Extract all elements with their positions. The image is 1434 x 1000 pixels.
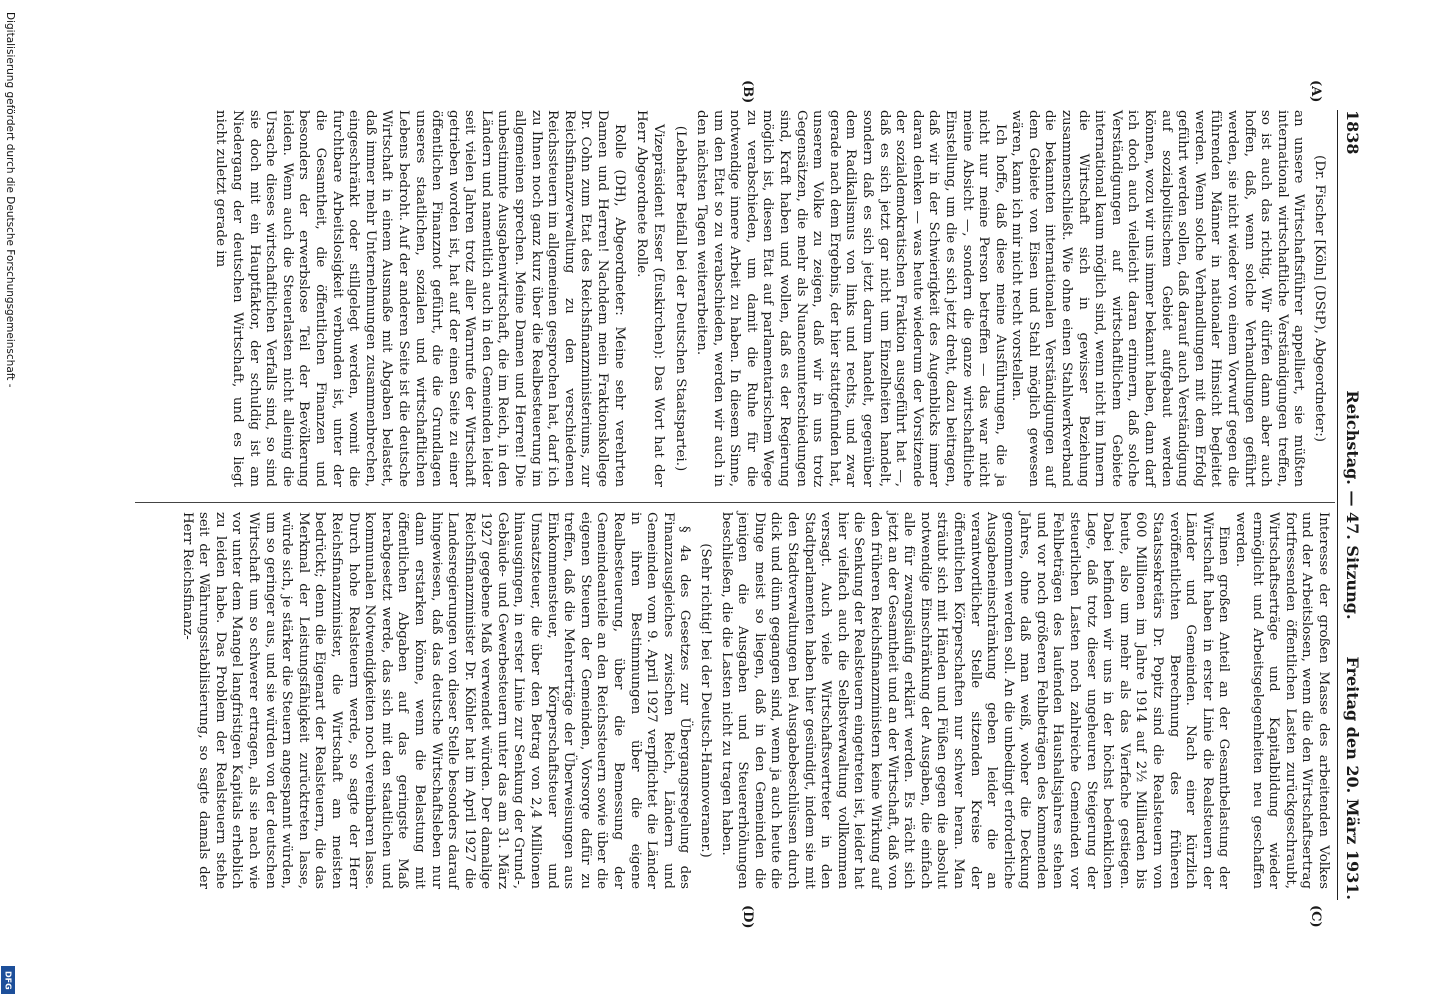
- paragraph: § 4a des Gesetzes zur Übergangsregelung des Finanzausgleiches zwischen Reich, Ländern und Gemeinden vom 9. April 1927 verpflichtet die Länder in ihren Bestimmungen über die eigene Realbesteuerung, über die Bemessung der Gemeindeanteile an den Reichssteuern sowie über die eigenen Steuern der Gemeinden, Vorsorge dafür zu treffen, daß die Mehrerträge der Überweisungen aus Einkommensteuer, Körperschaftsteuer und Umsatzsteuer, die über den Betrag von 2,4 Millionen hinausgingen, in erster Linie zur Senkung der Grund-, Gebäude- und Gewerbesteuern unter das am 31. März 1927 gegebene Maß verwendet würden. Der damalige Reichsfinanzminister Dr. Köhler hat im April 1927 die Landesregierungen von dieser Stelle besonders darauf hingewiesen, daß das deutsche Wirtschaftsleben nur dann erstarken könne, wenn die Belastung mit öffentlichen Abgaben auf das geringste Maß herabgesetzt werde, das sich mit den staatlichen und kommunalen Notwendigkeiten noch vereinbaren lasse. Durch hohe Realsteuern werde, so sagte der Herr Reichsfinanzminister, die Wirtschaft am meisten bedrückt; denn die Eigenart der Realsteuern, die das Merkmal der Leistungsfähigkeit zurücktreten lasse, würde sich, je stärker die Steuern angespannt würden, um so geringer aus, und sie würden von der deutschen Wirtschaft um so schwerer ertragen, als sie nach wie vor unter dem Mangel langfristigen Kapitals erheblich zu leiden habe. Das Problem der Realsteuern stehe seit der Währungsstabilisierung, so sagte damals der Herr Reichsfinanz-: [179, 512, 693, 889]
- paragraph: an unsere Wirtschaftsführer appelliert, sie müßten international wirtschaftliche Verständigungen treffen, so ist auch das richtig. Wir dürfen dann aber auch hoffen, daß, wenn solche Verhandlungen geführt werden, sie nicht wieder von einem Vorwurf gegen die führenden Männer in nationaler Hinsicht begleitet werden. Wenn solche Verhandlungen mit dem Erfolg geführt werden sollen, daß darauf auch Verständigung auf sozialpolitischem Gebiet aufgebaut werden können, wozu wir uns immer bekannt haben, dann darf ich doch auch vielleicht daran erinnern, daß solche Verständigungen auf wirtschaftlichem Gebiete international kaum möglich sind, wenn nicht im Innern die Wirtschaft sich in gewisser Beziehung zusammenschließt. Wie ohne einen Stahlwerkverband die bekannten internationalen Verständigungen auf dem Gebiete von Eisen und Stahl möglich gewesen wären, kann ich mir nicht recht vorstellen.: [1009, 110, 1307, 487]
- applause-note: (Lebhafter Beifall bei der Deutschen Staatspartei.): [673, 125, 689, 472]
- header-rule: [1337, 110, 1338, 900]
- right-column: [178, 512, 1331, 889]
- dfg-logo: DFG: [1, 966, 15, 994]
- margin-mark-b: (B): [740, 80, 755, 104]
- president-statement: Vizepräsident Esser (Euskirchen): Das Wort hat der Herr Abgeordnete Rolle.: [634, 110, 666, 487]
- column-divider: [135, 502, 1335, 503]
- document-page: [95, 80, 1365, 929]
- page-header: [1339, 110, 1365, 900]
- page-number: 1838: [1343, 110, 1363, 155]
- speaker-intro: (Dr. Fischer [Köln] (DStP), Abgeordneter:): [1312, 155, 1327, 442]
- left-column: [212, 110, 1331, 487]
- margin-mark-d: (D): [740, 905, 755, 929]
- funding-note: Digitalisierung gefördert durch die Deutsche Forschungsgemeinschaft -: [4, 12, 16, 388]
- session-title: Reichstag. — 47. Sitzung.: [1343, 390, 1363, 620]
- paragraph: Interesse der großen Masse des arbeitenden Volkes und der Arbeitslosen, wenn die den Wirtschaftsertrag fortfressenden öffentlichen Lasten zurückgeschraubt, Wirtschaftserträge und Kapitalbildung wieder ermöglicht und Arbeitsgelegenheiten neu geschaffen werden.: [1233, 512, 1331, 889]
- applause-note: (Sehr richtig! bei der Deutsch-Hannoveraner.): [698, 543, 714, 858]
- rotated-page-wrapper: [95, 80, 1365, 929]
- margin-mark-c: (C): [1308, 905, 1323, 928]
- margin-mark-a: (A): [1308, 80, 1323, 103]
- paragraph: Einen großen Anteil an der Gesamtbelastung der Wirtschaft haben in erster Linie die Realsteuern der Länder und Gemeinden. Nach einer kürzlich veröffentlichten Berechnung des früheren Staatssekretärs Dr. Popitz sind die Realsteuern von 600 Millionen im Jahre 1914 auf 2½ Milliarden bis heute, also um mehr als das Vierfache gestiegen. Dabei befinden wir uns in der höchst bedenklichen Lage, daß trotz dieser ungeheuren Steigerung der steuerlichen Lasten noch zahlreiche Gemeinden vor Fehlbeträgen des laufenden Haushaltsjahres stehen und vor noch größeren Fehlbeträgen des kommenden Jahres, ohne daß man weiß, woher die Deckung genommen werden soll. An die unbedingt erforderliche Ausgabeneinschränkung geben leider die an verantwortlicher Stelle sitzenden Kreise der öffentlichen Körperschaften nur schwer heran. Man sträubt sich mit Händen und Füßen gegen die absolut notwendige Einschränkung der Ausgaben, die einfach alle für zwangsläufig erklärt werden. Es rächt sich jetzt an der Gesamtheit und an der Wirtschaft, daß von den früheren Reichsfinanzministern keine Wirkung auf die Senkung der Realsteuern eingetreten ist, leider hat hier vielfach auch die Selbstverwaltung vollkommen versagt. Auch viele Wirtschaftsvertreter in den Stadtparlamenten haben hier gesündigt, indem sie mit den Stadtverwaltungen bei Ausgabebeschlüssen durch dick und dünn gegangen sind, wenn ja auch heute die Dinge meist so liegen, daß in den Gemeinden die jenigen die Ausgaben und Steuererhöhungen beschließen, die die Lasten nicht zu tragen haben.: [718, 512, 1232, 889]
- speech-rolle: Rolle (DH), Abgeordneter: Meine sehr verehrten Damen und Herren! Nachdem mein Fraktionskollege Dr. Cohn zum Etat des Reichsfinanzministeriums, zur Reichsfinanzverwaltung zu den verschiedenen Reichssteuern im allgemeinen gesprochen hat, darf ich zu Ihnen noch ganz kurz über die Realbesteuerung im allgemeinen sprechen. Meine Damen und Herren! Die unbestimmte Ausgabenwirtschaft, die im Reich, in den Ländern und namentlich auch in den Gemeinden leider seit vielen Jahren trotz aller Warnrufe der Wirtschaft getrieben worden ist, hat auf der einen Seite zu einer öffentlichen Finanznot geführt, die die Grundlagen unseres staatlichen, sozialen und wirtschaftlichen Lebens bedroht. Auf der anderen Seite ist die deutsche Wirtschaft in einem Ausmaße mit Abgaben belastet, daß immer mehr Unternehmungen zusammenbrechen, eingeschränkt oder stillgelegt werden, womit die furchtbare Arbeitslosigkeit verbunden ist, unter der die Gesamtheit, die öffentlichen Finanzen und besonders der erwerbslose Teil der Bevölkerung leiden. Wenn auch die Steuerlasten nicht alleinig die Ursache dieses wirtschaftlichen Verfalls sind, so sind sie doch mit ein Hauptfaktor, der schuldig ist am Niedergang der deutschen Wirtschaft, und es liegt nicht zuletzt gerade im: [213, 110, 627, 487]
- funding-sidebar: [2, 12, 16, 990]
- paragraph: Ich hoffe, daß diese meine Ausführungen, die ja nicht nur meine Person betreffen — das war nicht meine Absicht —, sondern die ganze wirtschaftliche Einstellung, um die es sich jetzt dreht, dazu beitragen, daß wir in der Schwierigkeit des Augenblicks immer daran denken — was heute wiederum der Vorsitzende der sozialdemokratischen Fraktion ausgeführt hat —, daß es sich jetzt gar nicht um Einzelheiten handelt, sondern daß es sich jetzt darum handelt, gegenüber dem Radikalismus von links und rechts, und zwar gerade nach dem Ergebnis, der hier stattgefunden hat, unserem Volke zu zeigen, daß wir in uns trotz Gegensätzen, die mehr als Nuancenunterschiedungen sind, Kraft haben und wollen, daß es der Regierung möglich ist, diesen Etat auf parlamentarischem Wege zu verabschieden, um damit die Ruhe für die notwendige innere Arbeit zu haben. In diesem Sinne, um den Etat so zu verabschieden, werden wir auch in den nächsten Tagen weiterarbeiten.: [694, 110, 1008, 487]
- session-date: Freitag den 20. März 1931.: [1343, 656, 1363, 900]
